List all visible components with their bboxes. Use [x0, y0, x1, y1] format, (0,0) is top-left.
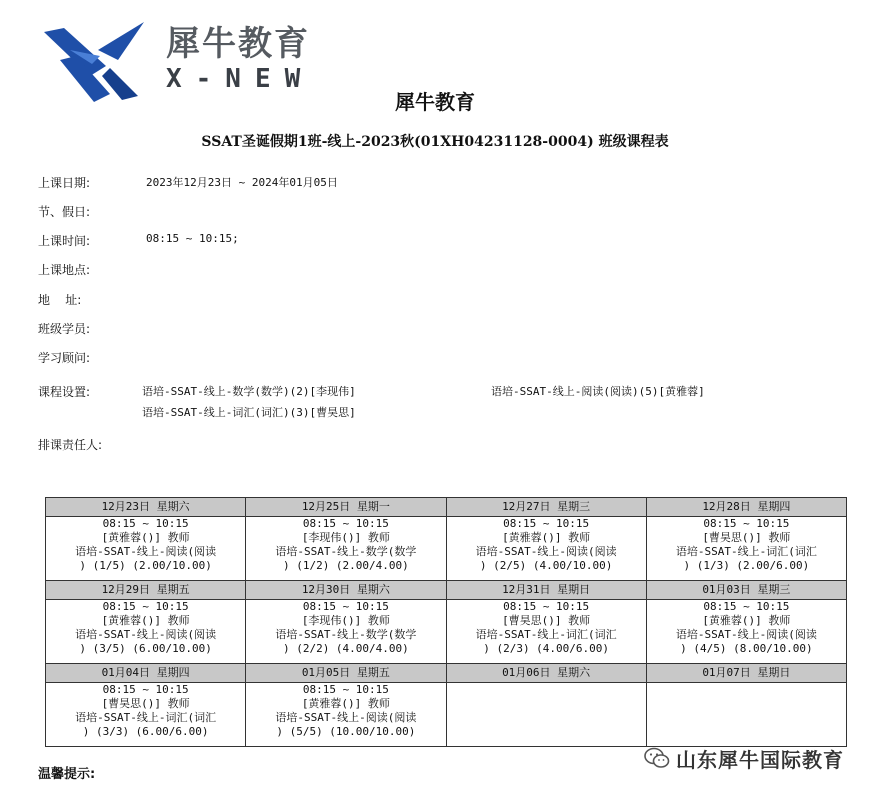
course-item: 语培-SSAT-线上-词汇(词汇)(3)[曹昊思]	[142, 406, 356, 419]
schedule-date-row	[46, 581, 847, 600]
info-label: 上课日期:	[38, 176, 91, 190]
session-progress: ) (3/5) (6.00/10.00)	[79, 642, 212, 655]
schedule-date-header: 12月30日 星期六	[246, 581, 446, 600]
schedule-date-header: 12月25日 星期一	[246, 498, 446, 517]
session-teacher: [黄雅蓉()] 教师	[702, 614, 791, 627]
session-progress: ) (2/3) (4.00/6.00)	[483, 642, 610, 655]
session-time: 08:15 ~ 10:15	[302, 517, 389, 530]
session-time: 08:15 ~ 10:15	[703, 600, 790, 613]
schedule-session-row	[46, 683, 847, 747]
schedule-date-header: 12月29日 星期五	[46, 581, 246, 600]
schedule-session-cell	[646, 600, 846, 664]
session-teacher: [曹昊思()] 教师	[101, 697, 190, 710]
schedule-session-cell	[246, 683, 446, 747]
wechat-icon	[644, 747, 670, 769]
schedule-date-header: 01月07日 星期日	[646, 664, 846, 683]
info-label: 地 址:	[38, 293, 82, 307]
info-label: 上课时间:	[38, 234, 91, 248]
courses-label: 课程设置:	[38, 385, 91, 399]
session-teacher: [黄雅蓉()] 教师	[301, 697, 390, 710]
session-progress: ) (1/5) (2.00/10.00)	[79, 559, 212, 572]
schedule-session-cell	[646, 683, 846, 747]
schedule-session-cell	[446, 517, 646, 581]
session-progress: ) (2/2) (4.00/4.00)	[282, 642, 409, 655]
schedule-table	[45, 497, 847, 747]
session-teacher: [黄雅蓉()] 教师	[502, 531, 591, 544]
session-course: 语培-SSAT-线上-词汇(词汇	[75, 711, 217, 724]
session-course: 语培-SSAT-线上-阅读(阅读	[75, 545, 217, 558]
session-progress: ) (1/2) (2.00/4.00)	[282, 559, 409, 572]
scheduler-label: 排课责任人:	[38, 438, 103, 452]
session-teacher: [李现伟()] 教师	[301, 531, 390, 544]
session-teacher: [李现伟()] 教师	[301, 614, 390, 627]
session-course: 语培-SSAT-线上-数学(数学	[275, 628, 417, 641]
schedule-date-row	[46, 664, 847, 683]
schedule-date-header: 01月06日 星期六	[446, 664, 646, 683]
session-time: 08:15 ~ 10:15	[102, 517, 189, 530]
session-time: 08:15 ~ 10:15	[503, 517, 590, 530]
session-course: 语培-SSAT-线上-词汇(词汇	[675, 545, 817, 558]
session-teacher: [黄雅蓉()] 教师	[101, 614, 190, 627]
session-time: 08:15 ~ 10:15	[102, 600, 189, 613]
info-label: 班级学员:	[38, 322, 91, 336]
schedule-session-cell	[246, 517, 446, 581]
schedule-date-row	[46, 498, 847, 517]
session-progress: ) (3/3) (6.00/6.00)	[82, 725, 209, 738]
schedule-date-header: 01月05日 星期五	[246, 664, 446, 683]
session-time: 08:15 ~ 10:15	[703, 517, 790, 530]
schedule-date-header: 12月28日 星期四	[646, 498, 846, 517]
schedule-session-row	[46, 517, 847, 581]
org-title: 犀牛教育	[395, 90, 475, 114]
schedule-session-row	[46, 600, 847, 664]
schedule-session-cell	[46, 517, 246, 581]
session-course: 语培-SSAT-线上-阅读(阅读	[475, 545, 617, 558]
session-course: 语培-SSAT-线上-阅读(阅读	[675, 628, 817, 641]
schedule-date-header: 01月04日 星期四	[46, 664, 246, 683]
session-course: 语培-SSAT-线上-数学(数学	[275, 545, 417, 558]
schedule-session-cell	[646, 517, 846, 581]
watermark	[644, 742, 844, 774]
info-label: 上课地点:	[38, 263, 91, 277]
session-teacher: [黄雅蓉()] 教师	[101, 531, 190, 544]
schedule-date-header: 12月27日 星期三	[446, 498, 646, 517]
session-course: 语培-SSAT-线上-阅读(阅读	[75, 628, 217, 641]
session-course: 语培-SSAT-线上-词汇(词汇	[475, 628, 617, 641]
schedule-session-cell	[446, 600, 646, 664]
session-teacher: [曹昊思()] 教师	[502, 614, 591, 627]
session-progress: ) (4/5) (8.00/10.00)	[680, 642, 813, 655]
session-time: 08:15 ~ 10:15	[503, 600, 590, 613]
session-course: 语培-SSAT-线上-阅读(阅读	[275, 711, 417, 724]
info-value: 2023年12月23日 ~ 2024年01月05日	[146, 176, 338, 189]
info-label: 学习顾问:	[38, 351, 91, 365]
info-value: 08:15 ~ 10:15;	[146, 232, 239, 245]
session-progress: ) (2/5) (4.00/10.00)	[479, 559, 613, 572]
schedule-session-cell	[246, 600, 446, 664]
watermark-text: 山东犀牛国际教育	[676, 747, 844, 772]
session-progress: ) (5/5) (10.00/10.00)	[276, 725, 416, 738]
schedule-session-cell	[46, 683, 246, 747]
schedule-date-header: 01月03日 星期三	[646, 581, 846, 600]
schedule-session-cell	[446, 683, 646, 747]
session-time: 08:15 ~ 10:15	[102, 683, 189, 696]
session-progress: ) (1/3) (2.00/6.00)	[683, 559, 810, 572]
schedule-date-header: 12月31日 星期日	[446, 581, 646, 600]
tips-heading: 温馨提示:	[38, 767, 96, 782]
info-label: 节、假日:	[38, 205, 91, 219]
brand-name-en: X-NEW	[166, 64, 315, 94]
course-item: 语培-SSAT-线上-阅读(阅读)(5)[黄雅蓉]	[491, 385, 705, 398]
class-schedule-title: SSAT圣诞假期1班-线上-2023秋(01XH04231128-0004) 班级课程表	[201, 134, 669, 150]
schedule-session-cell	[46, 600, 246, 664]
session-teacher: [曹昊思()] 教师	[702, 531, 791, 544]
brand-name-cn: 犀牛教育	[166, 24, 310, 64]
session-time: 08:15 ~ 10:15	[302, 600, 389, 613]
session-time: 08:15 ~ 10:15	[302, 683, 389, 696]
schedule-date-header: 12月23日 星期六	[46, 498, 246, 517]
course-item: 语培-SSAT-线上-数学(数学)(2)[李现伟]	[142, 385, 356, 398]
